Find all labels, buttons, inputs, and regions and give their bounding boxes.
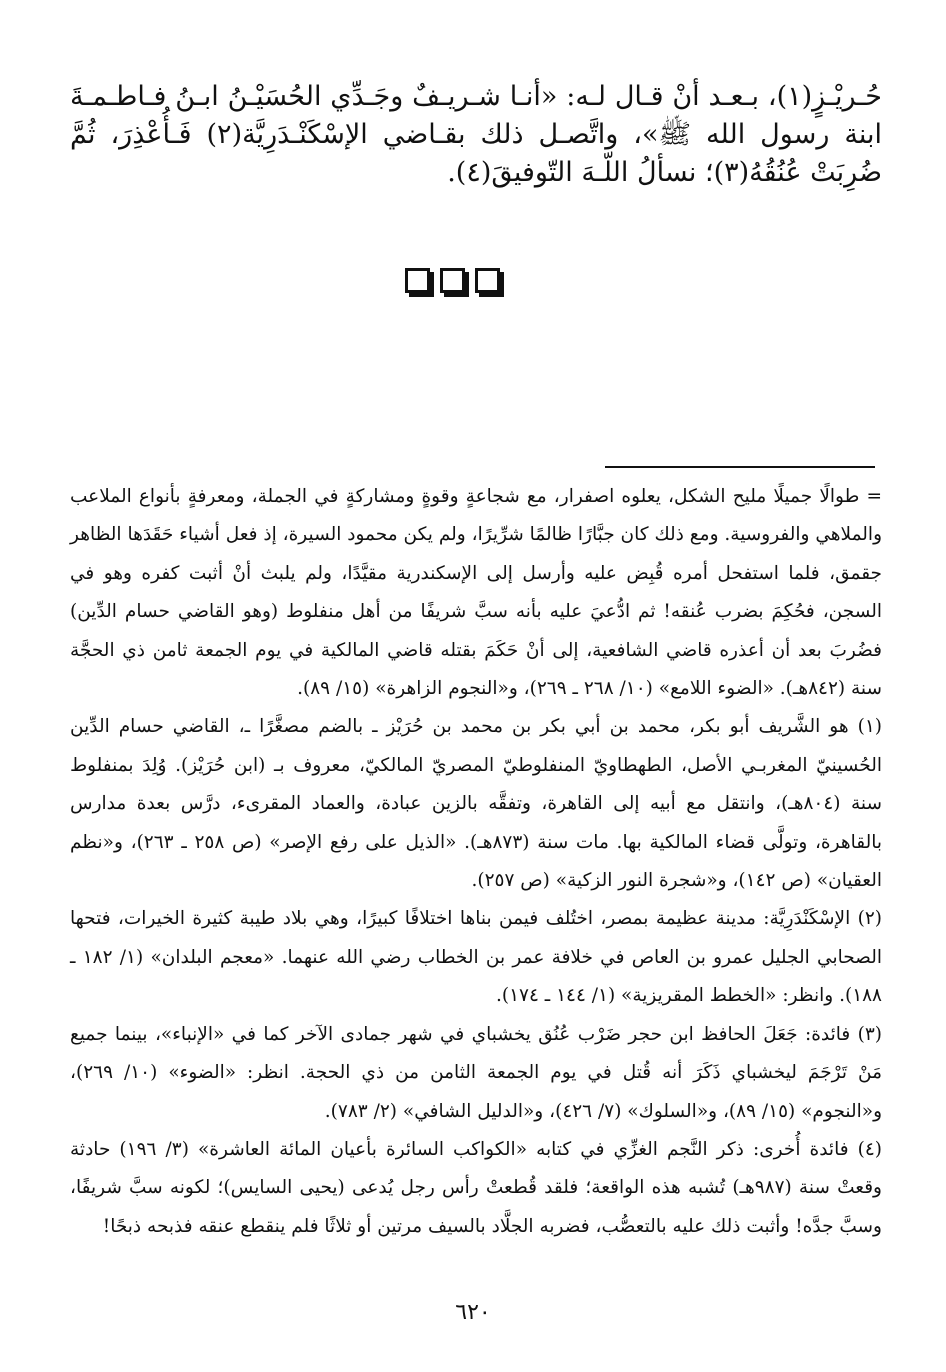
- footnote-2: (٢) الإسْكَنْدَرِيَّة: مدينة عظيمة بمصر، اختُلف فيمن بناها اختلافًا كبيرًا، وهي بلاد طيبة كثيرة الخيرات، فتحها الصحابي الجليل عمرو بن العاص في خلافة عمر بن الخطاب رضي الله عنهما. «معجم البلدان» (١/ ١٨٢ ـ ١٨٨). وانظر: «الخطط المقريزية» (١/ ١٤٤ ـ ١٧٤).: [70, 908, 882, 1007]
- square-ornament-icon: [440, 268, 465, 293]
- footnote-divider: [605, 466, 875, 468]
- main-text-block: [70, 78, 882, 192]
- footnote-3: (٣) فائدة: جَعَلَ الحافظ ابن حجر ضَرْب عُنُق يخشباي في شهر جمادى الآخر كما في «الإنباء»، بينما جميع مَنْ تَرْجَمَ ليخشباي ذَكَرَ أنه قُتل في يوم الجمعة الثامن من ذي الحجة. انظر: «الضوء» (١٠/ ٢٦٩)، و«النجوم» (١٥/ ٨٩)، و«السلوك» (٧/ ٤٢٦)، و«الدليل الشافي» (٢/ ٧٨٣).: [70, 1023, 882, 1122]
- square-ornament-icon: [405, 268, 430, 293]
- main-paragraph: حُـريْـزٍ(١)، بـعـد أنْ قـال لـه: «أنـا شـريـفٌ وجَـدِّي الحُسَيْـنُ ابـنُ فـاطـمـةَ ابنة رسول الله ﷺ»، واتَّصـل ذلك بقـاضي الإسْكَنْـدَرِيَّة(٢) فَـأُعْذِرَ، ثُمَّ ضُرِبَتْ عُنُقُهُ(٣)؛ نسألُ اللّـهَ التّوفيقَ(٤).: [70, 81, 883, 188]
- footnote-4: (٤) فائدة أُخرى: ذكر النَّجم الغزِّي في كتابه «الكواكب السائرة بأعيان المائة العاشرة» (٣/ ١٩٦) حادثة وقعتْ سنة (٩٨٧هـ) تُشبه هذه الواقعة؛ فلقد قُطعتْ رأس رجل يُدعى (يحيى السايس)؛ لكونه سبَّ شريفًا، وسبَّ جدَّه! وأثبت ذلك عليه بالتعصُّب، فضربه الجلَّاد بالسيف مرتين أو ثلاثًا فلم ينقطع عنقه فذبحه ذبحًا!: [70, 1138, 882, 1237]
- page-number: ٦٢٠: [455, 1300, 491, 1325]
- footnotes-block: [70, 478, 882, 1246]
- footnote-1: (١) هو الشَّريف أبو بكر، محمد بن أبي بكر بن محمد بن حُرَيْز ـ بالضم مصغَّرًا ـ، القاضي حسام الدِّين الحُسينيّ المغربـي الأصل، الطهطاويّ المنفلوطيّ المصريّ المالكيّ، معروف بـ (ابن حُرَيْز). وُلِدَ بمنفلوط سنة (٨٠٤هـ)، وانتقل مع أبيه إلى القاهرة، وتفقَّه بالزين عبادة، والعماد المقرىء، درَّس بعدة مدارس بالقاهرة، وتولَّى قضاء المالكية بها. مات سنة (٨٧٣هـ). «الذيل على رفع الإصر» (ص ٢٥٨ ـ ٢٦٣)، و«نظم العقيان» (ص ١٤٢)، و«شجرة النور الزكية» (ص ٢٥٧).: [70, 716, 883, 892]
- footnote-continuation: = طوالًا جميلًا مليح الشكل، يعلوه اصفرار، مع شجاعةٍ وقوةٍ ومشاركةٍ في الجملة، ومعرفةٍ بأنواع الملاعب والملاهي والفروسية. ومع ذلك كان جبَّارًا ظالمًا شرِّيرًا، ولم يكن محمود السيرة، إذ فعل أشياء حَقَدَها الظاهر جقمق، فلما استفحل أمره قُبِض عليه وأرسل إلى الإسكندرية مقيَّدًا، ولم يلبث أنْ أثبت كفره وهو في السجن، فحُكِمَ بضرب عُنقه! ثم ادُّعيَ عليه بأنه سبَّ شريفًا من أهل منفلوط (وهو القاضي حسام الدِّين) فضُربَ بعد أن أعذره قاضي الشافعية، إلى أنْ حَكَمَ بقتله قاضي المالكية في يوم الجمعة ثامن ذي الحجَّة سنة (٨٤٢هـ). «الضوء اللامع» (١٠/ ٢٦٨ ـ ٢٦٩)، و«النجوم الزاهرة» (١٥/ ٨٩).: [70, 486, 882, 700]
- square-ornament-icon: [475, 268, 500, 293]
- three-squares-separator-icon: [405, 268, 500, 293]
